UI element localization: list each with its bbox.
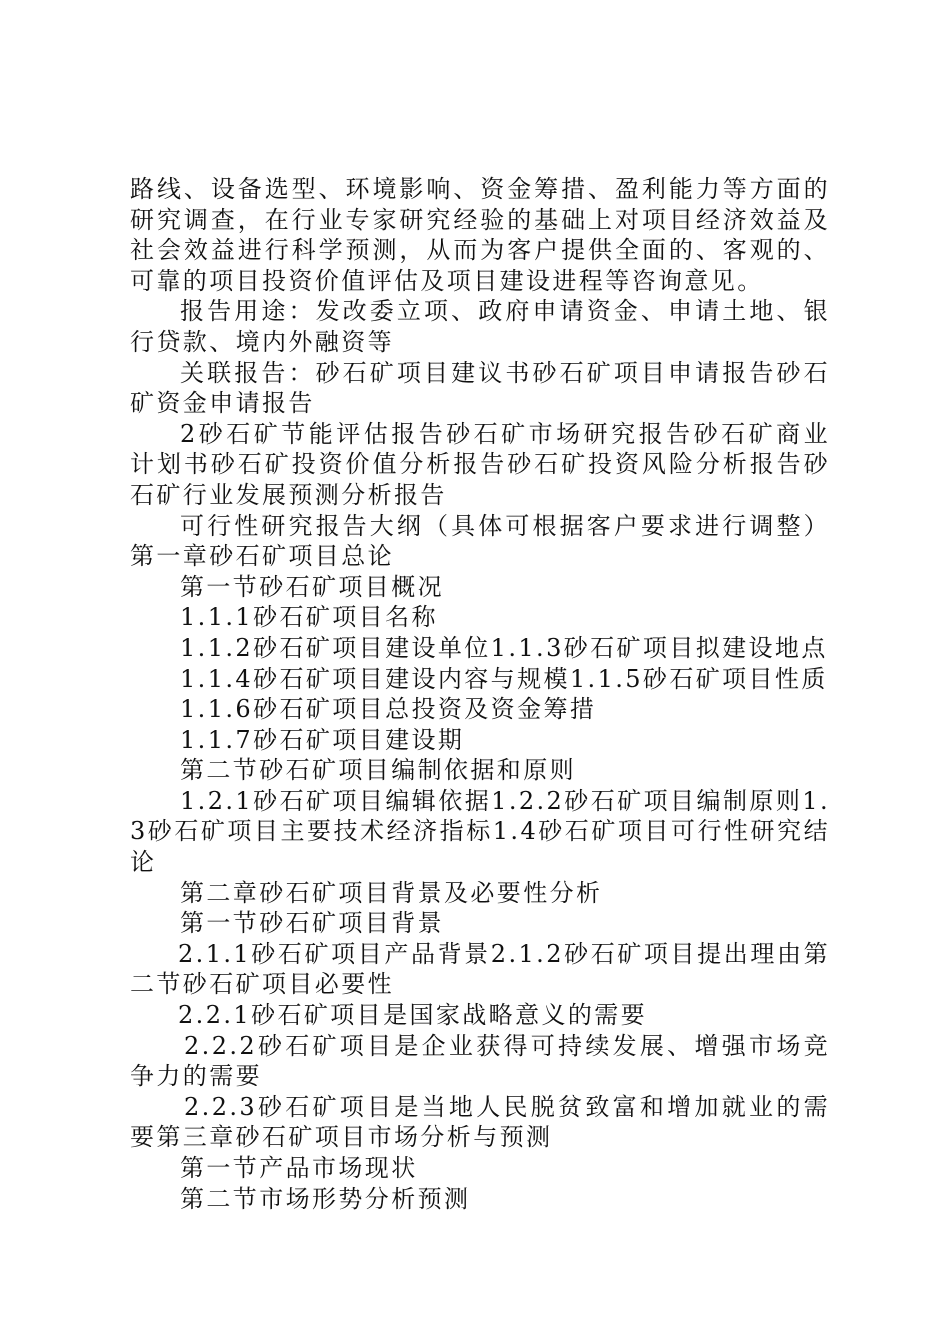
- outline-item-2-2-1: 2.2.1砂石矿项目是国家战略意义的需要: [178, 1001, 648, 1030]
- outline-section-1-1: 第一节砂石矿项目概况: [180, 572, 444, 601]
- outline-item-2-2-2: 2.2.2砂石矿项目是企业获得可持续发展、增强市场竞争力的需要: [130, 1031, 830, 1091]
- outline-section-3-1: 第一节产品市场现状: [180, 1154, 418, 1182]
- paragraph-related-reports: 关联报告：砂石矿项目建议书砂石矿项目申请报告砂石矿资金申请报告: [130, 358, 830, 418]
- outline-chapter-2: 第二章砂石矿项目背景及必要性分析: [180, 878, 603, 907]
- outline-section-3-2: 第二节市场形势分析预测: [180, 1184, 471, 1213]
- outline-item-2-2-3: 2.2.3砂石矿项目是当地人民脱贫致富和增加就业的需要第三章砂石矿项目市场分析与预测: [130, 1092, 830, 1152]
- outline-item-1-1-4: 1.1.4砂石矿项目建设内容与规模1.1.5砂石矿项目性质: [180, 664, 828, 693]
- outline-item-2-1-1: 2.1.1砂石矿项目产品背景2.1.2砂石矿项目提出理由第二节砂石矿项目必要性: [130, 939, 830, 999]
- document-body: [130, 174, 830, 1214]
- paragraph-outline-intro: 可行性研究报告大纲（具体可根据客户要求进行调整）第一章砂石矿项目总论: [130, 511, 830, 571]
- outline-section-1-2: 第二节砂石矿项目编制依据和原则: [180, 756, 576, 785]
- outline-item-1-1-7: 1.1.7砂石矿项目建设期: [180, 725, 465, 754]
- outline-item-1-2-1: 1.2.1砂石矿项目编辑依据1.2.2砂石矿项目编制原则1.3砂石矿项目主要技术经济指标1.4砂石矿项目可行性研究结论: [130, 786, 830, 877]
- outline-item-1-1-2: 1.1.2砂石矿项目建设单位1.1.3砂石矿项目拟建设地点: [180, 633, 828, 662]
- paragraph-report-usage: 报告用途：发改委立项、政府申请资金、申请土地、银行贷款、境内外融资等: [130, 297, 830, 356]
- outline-item-1-1-6: 1.1.6砂石矿项目总投资及资金筹措: [180, 695, 597, 724]
- paragraph-related-reports-2: 2砂石矿节能评估报告砂石矿市场研究报告砂石矿商业计划书砂石矿投资价值分析报告砂石矿投资风险分析报告砂石矿行业发展预测分析报告: [130, 419, 830, 509]
- outline-item-1-1-1: 1.1.1砂石矿项目名称: [180, 603, 438, 632]
- outline-section-2-1: 第一节砂石矿项目背景: [180, 909, 444, 938]
- paragraph-intro-continued: 路线、设备选型、环境影响、资金筹措、盈利能力等方面的研究调查，在行业专家研究经验的基础上对项目经济效益及社会效益进行科学预测，从而为客户提供全面的、客观的、可靠的项目投资价值评估及项目建设进程等咨询意见。: [130, 175, 830, 295]
